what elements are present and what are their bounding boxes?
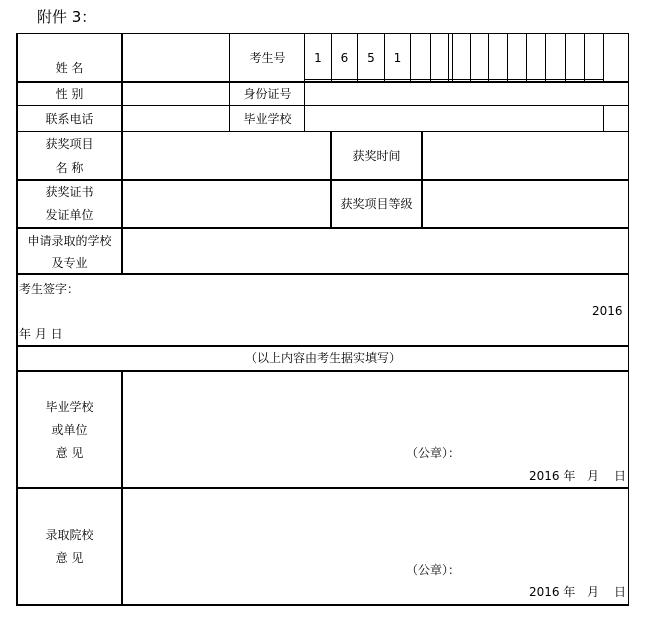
award-time-label: 获奖时间 bbox=[352, 149, 401, 163]
date-1-year: 2016 年 bbox=[529, 469, 576, 483]
seal-label-2: （公章）： bbox=[406, 563, 461, 577]
signature-year: 2016 bbox=[592, 304, 623, 318]
award-item-field[interactable] bbox=[123, 132, 329, 178]
phone-label: 联系电话 bbox=[45, 112, 94, 126]
gender-label: 性 别 bbox=[55, 87, 84, 101]
date-1-month: 月 bbox=[587, 469, 600, 483]
attachment-title: 附件 3： bbox=[37, 8, 97, 26]
exam-no-digit-1: 1 bbox=[314, 51, 322, 65]
date-2-month: 月 bbox=[587, 585, 600, 599]
signature-label: 考生签字： bbox=[19, 282, 80, 296]
seal-label-1: （公章）： bbox=[406, 446, 461, 460]
name-field[interactable] bbox=[123, 34, 228, 80]
exam-no-label: 考生号 bbox=[249, 51, 286, 65]
date-2-day: 日 bbox=[614, 585, 627, 599]
certificate-label-1: 获奖证书 bbox=[45, 185, 94, 199]
exam-no-digit-4: 1 bbox=[393, 51, 402, 65]
exam-no-digit-3: 5 bbox=[367, 51, 375, 65]
id-label: 身份证号 bbox=[243, 87, 292, 101]
date-1-day: 日 bbox=[614, 469, 627, 483]
exam-no-digit-2: 6 bbox=[340, 51, 349, 65]
grad-opinion-label-2: 或单位 bbox=[51, 423, 88, 437]
admit-opinion-label-2: 意 见 bbox=[55, 551, 84, 565]
certificate-field[interactable] bbox=[123, 181, 329, 226]
grad-opinion-label-1: 毕业学校 bbox=[45, 400, 94, 414]
phone-field[interactable] bbox=[123, 106, 228, 130]
award-time-field[interactable] bbox=[423, 132, 627, 178]
signature-date: 年 月 日 bbox=[19, 327, 63, 341]
apply-school-field[interactable] bbox=[123, 229, 627, 272]
apply-label-1: 申请录取的学校 bbox=[27, 234, 112, 248]
award-level-label: 获奖项目等级 bbox=[340, 197, 413, 211]
admit-opinion-label-1: 录取院校 bbox=[45, 528, 94, 542]
date-2-year: 2016 年 bbox=[529, 585, 576, 599]
award-level-field[interactable] bbox=[423, 181, 627, 226]
grad-opinion-label-3: 意 见 bbox=[55, 446, 84, 460]
award-item-label-2: 名 称 bbox=[55, 161, 84, 175]
school-label: 毕业学校 bbox=[243, 112, 292, 126]
note-text: （以上内容由考生据实填写） bbox=[244, 351, 401, 365]
award-item-label-1: 获奖项目 bbox=[45, 137, 94, 151]
apply-label-2: 及专业 bbox=[51, 256, 88, 270]
name-label: 姓 名 bbox=[55, 61, 84, 75]
school-field[interactable] bbox=[306, 106, 602, 130]
gender-field[interactable] bbox=[123, 83, 228, 104]
certificate-label-2: 发证单位 bbox=[45, 208, 94, 222]
id-number-field[interactable] bbox=[306, 83, 627, 104]
